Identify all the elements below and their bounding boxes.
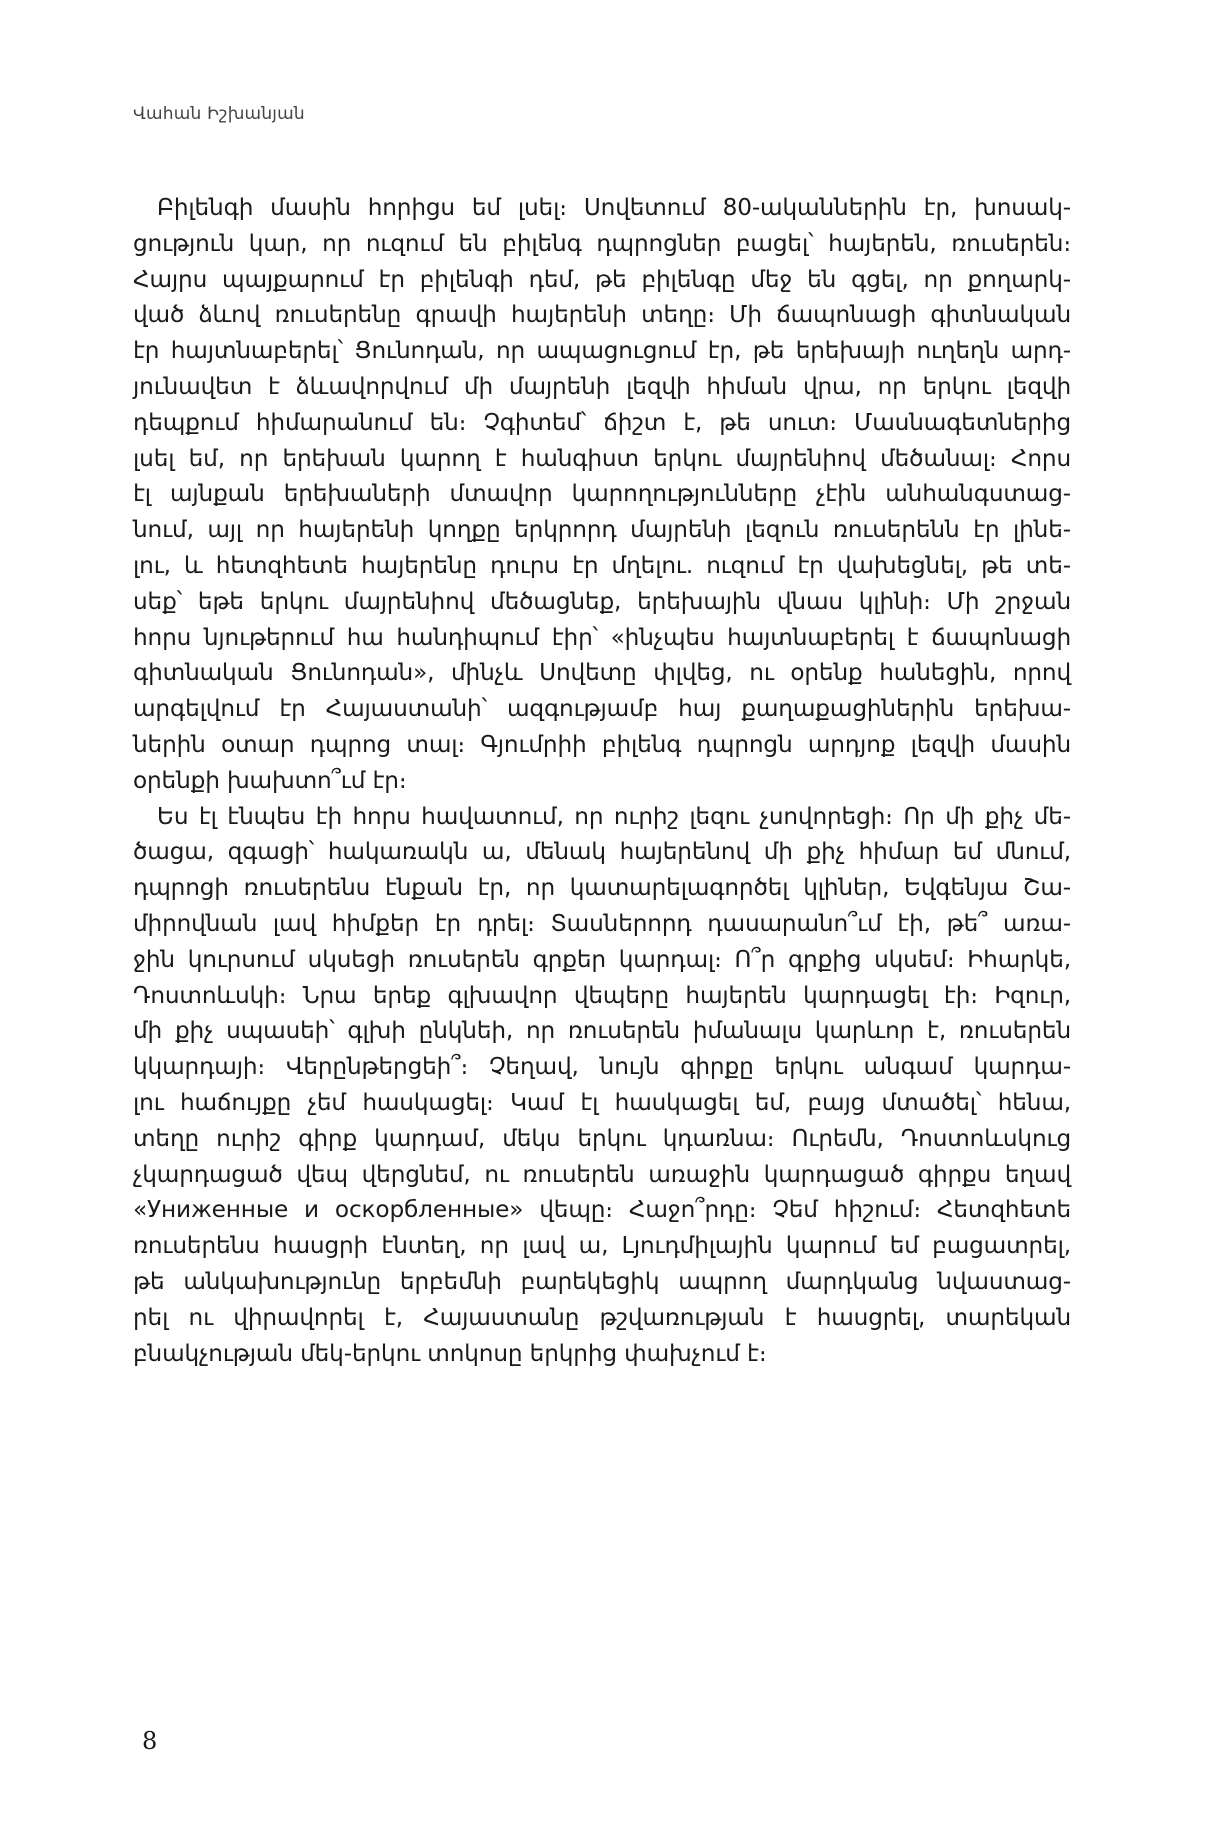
text-line: միրովնան լավ հիմքեր էր դրել։ Տասներորդ դասարանո՞ւմ էի, թե՞ առա-: [133, 909, 1071, 937]
running-header-author: Վահան Իշխանյան: [133, 104, 305, 124]
text-line: դպրոցի ռուսերենս էնքան էր, որ կատարելագործել կլիներ, Եվգենյա Շա-: [133, 874, 1071, 902]
text-line: ներին օտար դպրոց տալ։ Գյումրիի բիլենգ դպրոցն արդյոք լեզվի մասին: [133, 730, 1071, 758]
text-line: րել ու վիրավորել է, Հայաստանը թշվառության է հասցրել, տարեկան: [133, 1303, 1071, 1331]
paragraph-1: [133, 190, 1071, 799]
text-line: ծացա, զգացի՝ հակառակն ա, մենակ հայերենով մի քիչ հիմար եմ մնում,: [133, 838, 1071, 866]
text-line: բնակչության մեկ-երկու տոկոսը երկրից փախչում է։: [133, 1339, 767, 1367]
text-line: ցություն կար, որ ուզում են բիլենգ դպրոցներ բացել՝ հայերեն, ռուսերեն։: [133, 229, 1071, 257]
text-line: ջին կուրսում սկսեցի ռուսերեն գրքեր կարդալ։ Ո՞ր գրքից սկսեմ։ Իհարկե,: [133, 945, 1071, 973]
text-line: սեք՝ եթե երկու մայրենիով մեծացնեք, երեխային վնաս կլինի։ Մի շրջան: [133, 587, 1071, 615]
text-line: օրենքի խախտո՞ւմ էր։: [133, 766, 407, 794]
text-line: գիտնական Ցունոդան», մինչև Սովետը փլվեց, ու օրենք հանեցին, որով: [133, 659, 1071, 687]
paragraph-2: [133, 799, 1071, 1372]
text-line: լսել եմ, որ երեխան կարող է հանգիստ երկու մայրենիով մեծանալ։ Հորս: [133, 444, 1071, 472]
page-number: 8: [142, 1727, 158, 1755]
text-line: մի քիչ սպասեի՝ գլխի ընկնեի, որ ռուսերեն իմանալս կարևոր է, ռուսերեն: [133, 1017, 1071, 1045]
body-text: [133, 190, 1071, 1371]
text-line: լու հաճույքը չեմ հասկացել։ Կամ էլ հասկացել եմ, բայց մտածել՝ հենա,: [133, 1088, 1071, 1116]
text-line: յունավետ է ձևավորվում մի մայրենի լեզվի հիման վրա, որ երկու լեզվի: [133, 372, 1071, 400]
text-line: կկարդայի։ Վերընթերցեի՞։ Չեղավ, նույն գիրքը երկու անգամ կարդա-: [133, 1053, 1071, 1081]
text-line: «Униженные и оскорбленные» վեպը։ Հաջո՞րդը։ Չեմ հիշում։ Հետզհետե: [133, 1196, 1071, 1224]
text-line: արգելվում էր Հայաստանի՝ ազգությամբ հայ քաղաքացիներին երեխա-: [133, 695, 1071, 723]
text-line: Հայրս պայքարում էր բիլենգի դեմ, թե բիլենգը մեջ են գցել, որ քողարկ-: [133, 265, 1071, 293]
text-line: հորս նյութերում հա հանդիպում էիր՝ «ինչպես հայտնաբերել է ճապոնացի: [133, 623, 1071, 651]
text-line: տեղը ուրիշ գիրք կարդամ, մեկս երկու կդառնա։ Ուրեմն, Դոստոևսկուց: [133, 1124, 1071, 1152]
text-line: ված ձևով ռուսերենը գրավի հայերենի տեղը։ Մի ճապոնացի գիտնական: [133, 301, 1071, 329]
text-line: թե անկախությունը երբեմնի բարեկեցիկ ապրող մարդկանց նվաստաց-: [133, 1267, 1071, 1295]
text-line: Ես էլ էնպես էի հորս հավատում, որ ուրիշ լեզու չսովորեցի։ Որ մի քիչ մե-: [157, 802, 1071, 830]
text-line: լու, և հետզհետե հայերենը դուրս էր մղելու. ուզում էր վախեցնել, թե տե-: [133, 551, 1071, 579]
text-line: Բիլենգի մասին հորիցս եմ լսել։ Սովետում 80-ականներին էր, խոսակ-: [157, 194, 1071, 221]
text-line: էր հայտնաբերել՝ Ցունոդան, որ ապացուցում էր, թե երեխայի ուղեղն արդ-: [133, 337, 1071, 365]
text-line: նում, այլ որ հայերենի կողքը երկրորդ մայրենի լեզուն ռուսերենն էր լինե-: [133, 516, 1071, 544]
text-line: էլ այնքան երեխաների մտավոր կարողությունները չէին անհանգստաց-: [133, 480, 1071, 508]
text-line: դեպքում հիմարանում են։ Չգիտեմ՝ ճիշտ է, թե սուտ։ Մասնագետներից: [133, 408, 1071, 436]
text-line: Դոստոևսկի։ Նրա երեք գլխավոր վեպերը հայերեն կարդացել էի։ Իզուր,: [133, 981, 1071, 1009]
text-line: ռուսերենս հասցրի էնտեղ, որ լավ ա, Լյուդմիլային կարում եմ բացատրել,: [133, 1232, 1071, 1260]
text-line: չկարդացած վեպ վերցնեմ, ու ռուսերեն առաջին կարդացած գիրքս եղավ: [133, 1160, 1071, 1188]
